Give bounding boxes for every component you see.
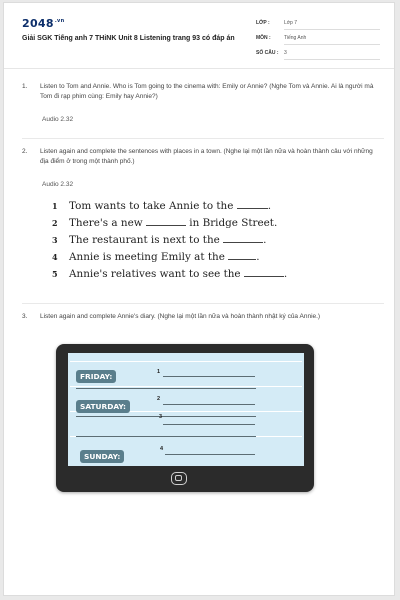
diary-answer-line[interactable] <box>76 388 256 389</box>
meta-class-value: Lớp 7 <box>284 20 380 30</box>
document-header <box>4 3 394 67</box>
sentence-row: 5 Annie's relatives want to see the . <box>52 268 288 280</box>
answer-blank[interactable] <box>223 234 263 243</box>
divider <box>22 138 384 139</box>
diary-entry-number: 4 <box>160 446 164 452</box>
meta-subject: MÔN : Tiếng Anh <box>256 35 380 45</box>
sentence-row: 2 There's a new in Bridge Street. <box>52 217 278 229</box>
logo-text: 2048 <box>22 17 54 30</box>
meta-question-count: SỐ CÂU : 3 <box>256 50 380 60</box>
question-text: Listen again and complete Annie's diary. (Nghe lại một lần nữa và hoàn thành nhật ký của Annie.) <box>40 313 321 320</box>
divider <box>22 303 384 304</box>
site-logo[interactable] <box>22 17 64 30</box>
diary-answer-line[interactable] <box>165 454 255 455</box>
answer-blank[interactable] <box>244 268 284 277</box>
tablet-screen <box>68 353 304 466</box>
diary-entry-number: 1 <box>157 369 161 375</box>
question-number: 3. <box>22 313 28 320</box>
sentence-row: 3 The restaurant is next to the . <box>52 234 267 246</box>
sentence-exercise <box>52 200 352 285</box>
question-number: 1. <box>22 83 28 90</box>
tablet-home-button-icon <box>171 472 187 485</box>
audio-label-2[interactable]: Audio 2.32 <box>42 181 74 188</box>
answer-blank[interactable] <box>228 251 256 260</box>
diary-entry-number: 3 <box>159 414 163 420</box>
day-tag-saturday: SATURDAY: <box>76 400 130 413</box>
question-text: Listen to Tom and Annie. Who is Tom going to the cinema with: Emily or Annie? (Nghe Tom và Annie. Ai là người mà Tom đi rạp phim cùng: Emily hay Annie?) <box>40 83 374 100</box>
page-title: Giải SGK Tiếng anh 7 THiNK Unit 8 Listening trang 93 có đáp án <box>22 35 235 42</box>
day-tag-friday: FRIDAY: <box>76 370 116 383</box>
meta-class: LỚP : Lớp 7 <box>256 20 380 30</box>
diary-answer-line[interactable] <box>76 436 256 437</box>
logo-domain: .vn <box>54 18 65 25</box>
diary-answer-line[interactable] <box>76 416 256 417</box>
question-text: Listen again and complete the sentences with places in a town. (Nghe lại một lần nữa và hoàn thành câu với những địa điểm ở trong một thành phố.) <box>40 148 373 165</box>
sentence-row: 1 Tom wants to take Annie to the . <box>52 200 272 212</box>
day-tag-sunday: SUNDAY: <box>80 450 124 463</box>
diary-answer-line[interactable] <box>163 376 255 377</box>
audio-label-1[interactable]: Audio 2.32 <box>42 116 74 123</box>
question-3 <box>22 312 382 322</box>
diary-entry-number: 2 <box>157 396 161 402</box>
question-1 <box>22 82 382 102</box>
document-page <box>3 2 395 596</box>
answer-blank[interactable] <box>237 200 268 209</box>
header-divider <box>4 68 394 69</box>
diary-answer-line[interactable] <box>163 424 255 425</box>
meta-count-value: 3 <box>284 50 380 60</box>
answer-blank[interactable] <box>146 217 186 226</box>
sentence-row: 4 Annie is meeting Emily at the . <box>52 251 260 263</box>
question-number: 2. <box>22 148 28 155</box>
meta-subject-value: Tiếng Anh <box>284 35 380 45</box>
question-2 <box>22 147 382 167</box>
diary-tablet-illustration <box>56 344 314 492</box>
diary-answer-line[interactable] <box>163 404 255 405</box>
